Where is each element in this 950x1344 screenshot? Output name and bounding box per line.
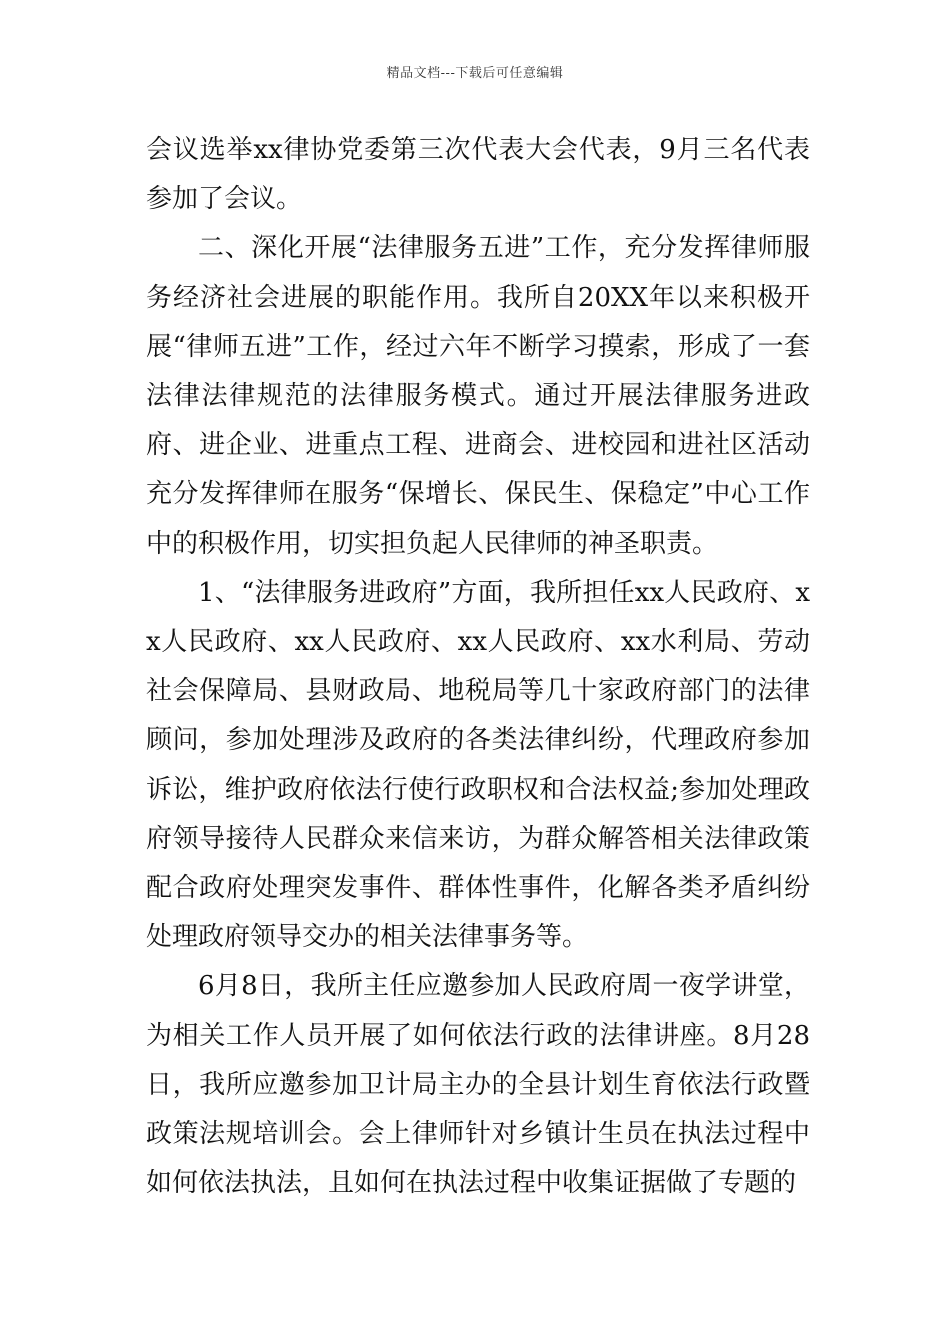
page-header: 精品文档---下载后可任意编辑: [386, 66, 564, 81]
paragraph-june-august: 6月8日，我所主任应邀参加人民政府周一夜学讲堂，为相关工作人员开展了如何依法行政的法律讲座。8月28日，我所应邀参加卫计局主办的全县计划生育依法行政暨政策法规培训会。会上律师针对乡镇计生员在执法过程中如何依法执法，且如何在执法过程中收集证据做了专题的: [146, 971, 810, 1199]
document-body: [146, 126, 810, 1208]
paragraph-item-one: 1、“法律服务进政府”方面，我所担任xx人民政府、xx人民政府、xx人民政府、xx人民政府、xx水利局、劳动社会保障局、县财政局、地税局等几十家政府部门的法律顾问，参加处理涉及政府的各类法律纠纷，代理政府参加诉讼，维护政府依法行使行政职权和合法权益;参加处理政府领导接待人民群众来信来访，为群众解答相关法律政策配合政府处理突发事件、群体性事件，化解各类矛盾纠纷处理政府领导交办的相关法律事务等。: [146, 577, 810, 953]
paragraph-continuation: 会议选举xx律协党委第三次代表大会代表，9月三名代表参加了会议。: [146, 135, 810, 215]
paragraph-section-two: 二、深化开展“法律服务五进”工作，充分发挥律师服务经济社会进展的职能作用。我所自20XX年以来积极开展“律师五进”工作，经过六年不断学习摸索，形成了一套法律法律规范的法律服务模式。通过开展法律服务进政府、进企业、进重点工程、进商会、进校园和进社区活动充分发挥律师在服务“保增长、保民生、保稳定”中心工作中的积极作用，切实担负起人民律师的神圣职责。: [146, 233, 810, 559]
